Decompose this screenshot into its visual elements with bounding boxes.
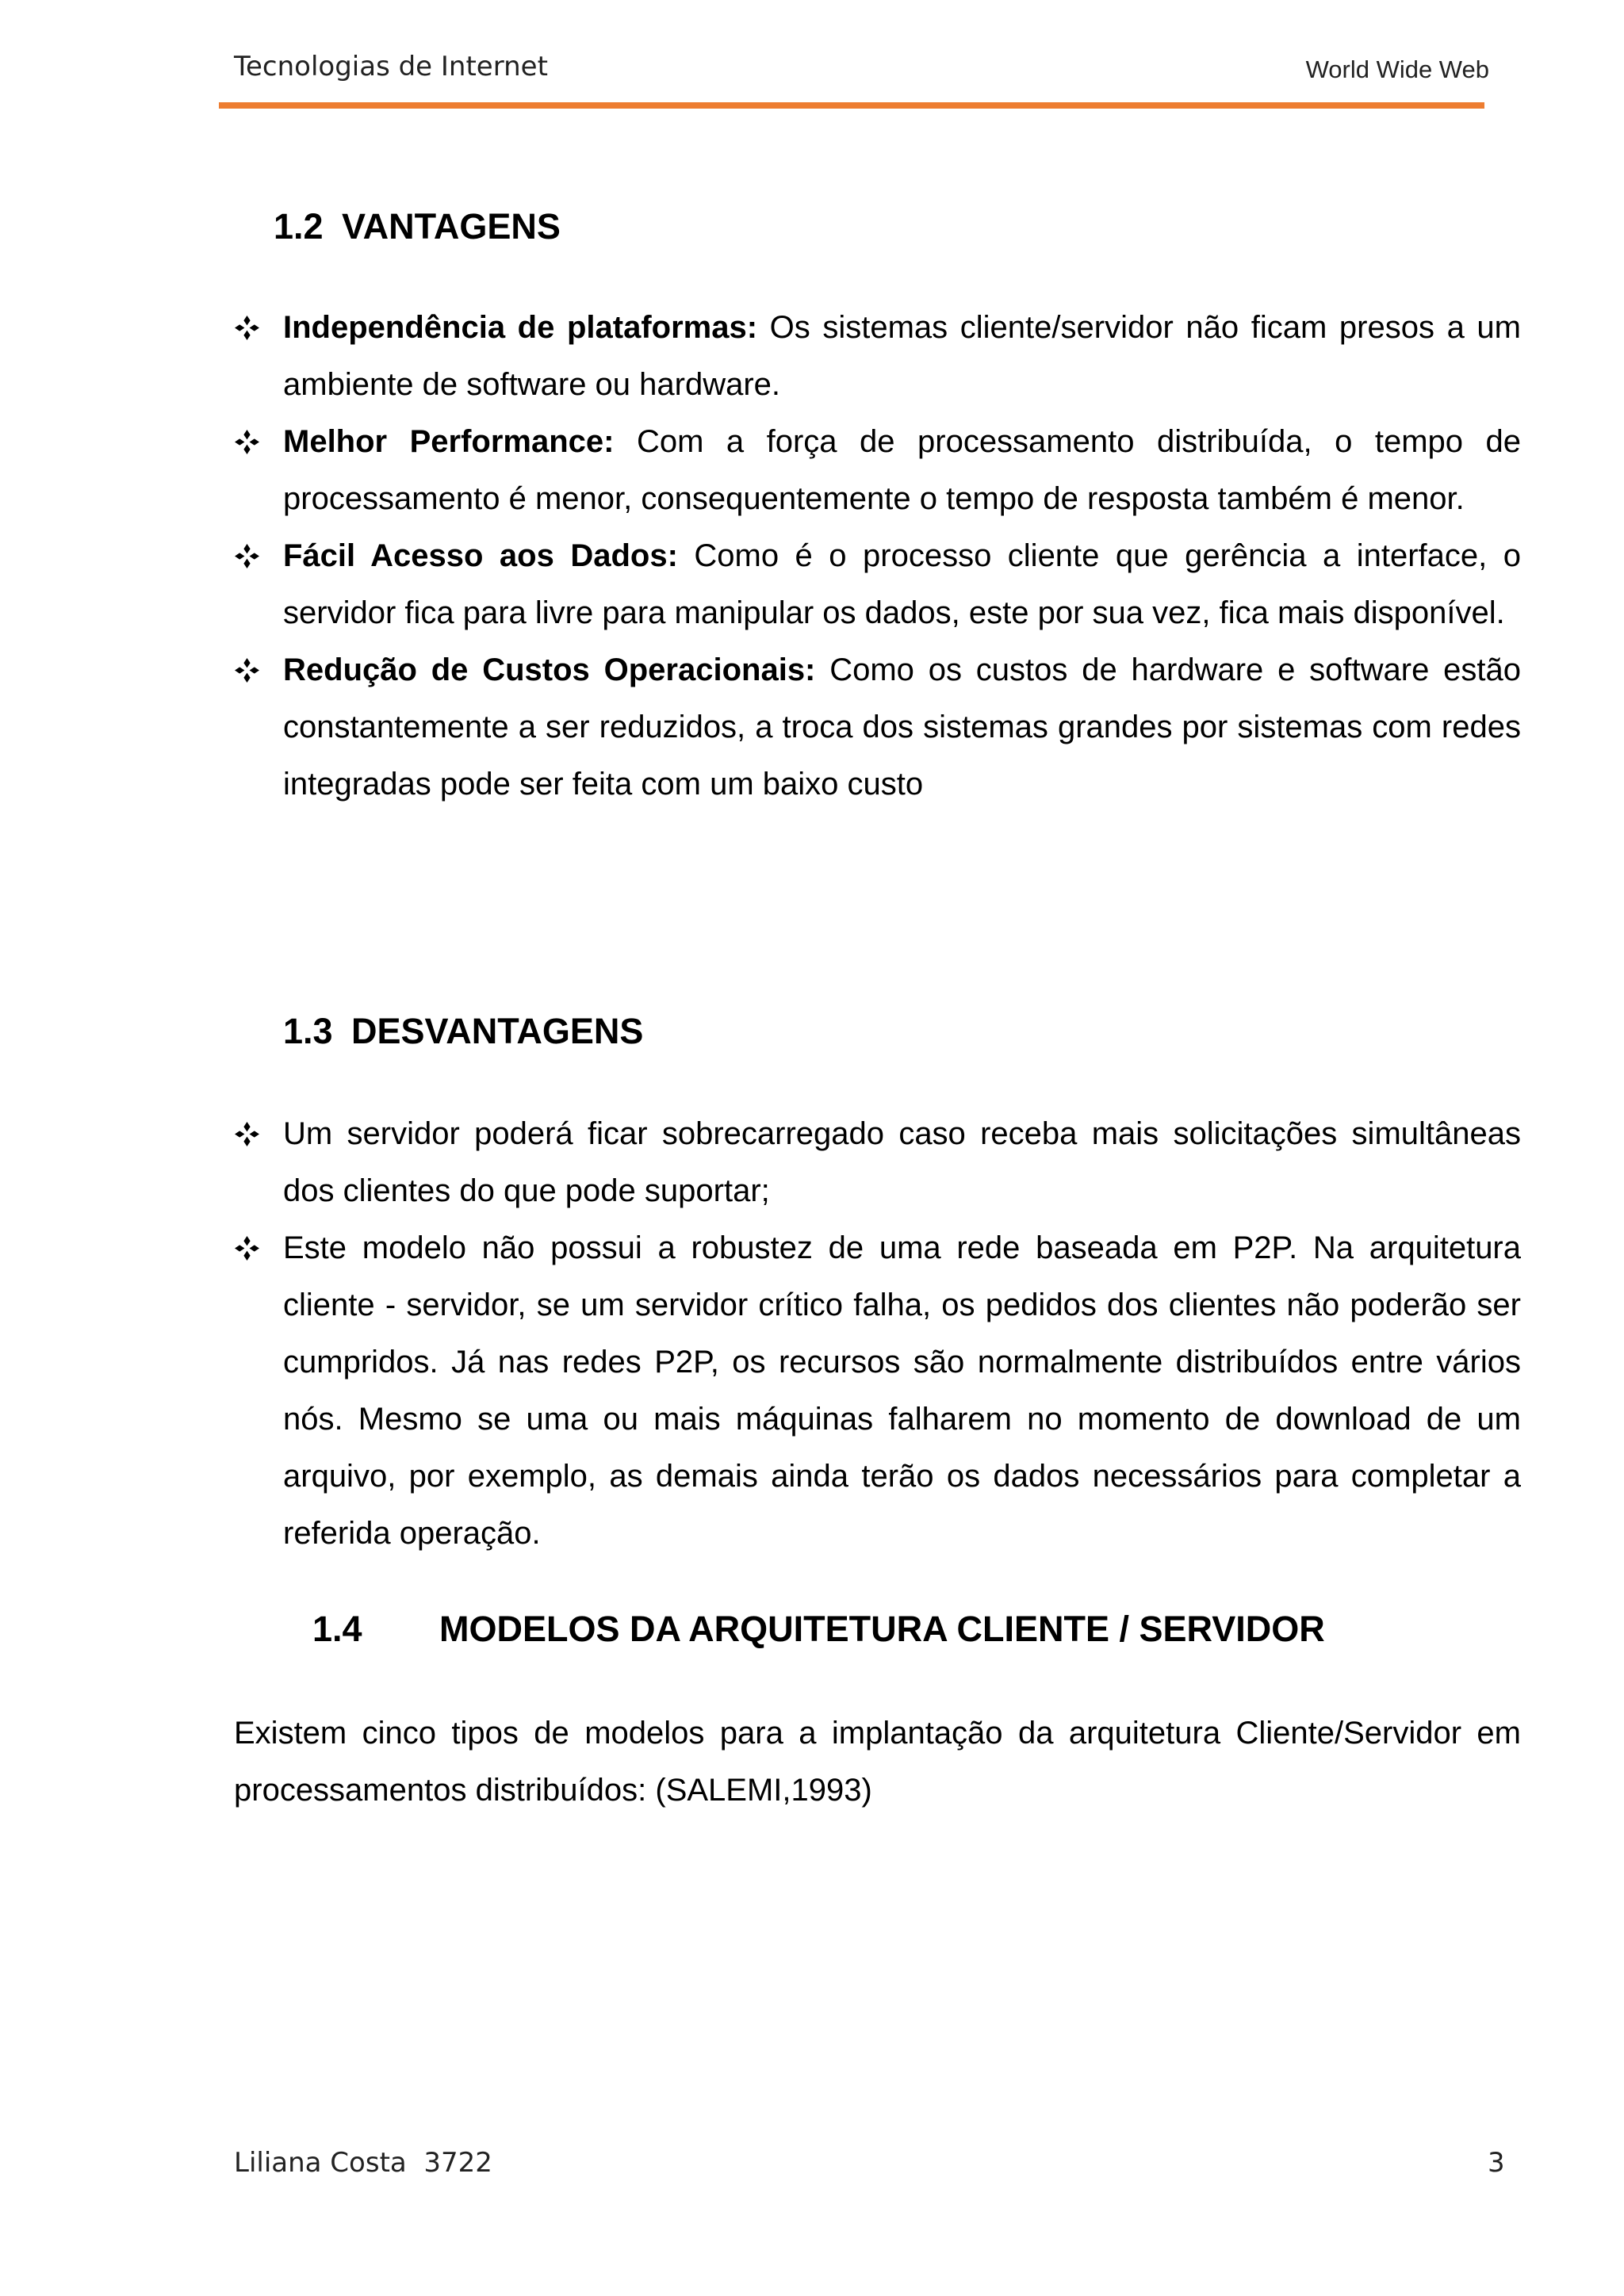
disadvantages-list xyxy=(234,1105,1521,1562)
four-diamond-bullet-icon xyxy=(234,543,260,569)
list-item xyxy=(234,1219,1521,1562)
section-heading-modelos xyxy=(312,1609,1325,1650)
four-diamond-bullet-icon xyxy=(234,1121,260,1147)
list-item xyxy=(234,299,1521,413)
advantage-text: Como é o processo cliente que gerência a interface, o servidor fica para livre para manipular os dados, este por sua vez, fica mais disponível. xyxy=(283,538,1522,630)
section-title: DESVANTAGENS xyxy=(351,1011,644,1051)
section-heading-vantagens xyxy=(274,206,561,247)
four-diamond-bullet-icon xyxy=(234,315,260,341)
models-intro-paragraph: Existem cinco tipos de modelos para a implantação da arquitetura Cliente/Servidor em processamentos distribuídos: (SALEMI,1993) xyxy=(234,1716,1521,1808)
section-number: 1.2 xyxy=(274,206,324,247)
advantage-term: Independência de plataformas: xyxy=(283,310,758,345)
section-title: VANTAGENS xyxy=(342,206,561,247)
list-item xyxy=(234,1105,1521,1219)
four-diamond-bullet-icon xyxy=(234,1235,260,1261)
header-subject: World Wide Web xyxy=(1305,55,1489,83)
section-heading-desvantagens xyxy=(283,1011,643,1052)
four-diamond-bullet-icon xyxy=(234,657,260,683)
section-title: MODELOS DA ARQUITETURA CLIENTE / SERVIDOR xyxy=(439,1609,1325,1649)
section-number: 1.3 xyxy=(283,1011,333,1051)
four-diamond-bullet-icon xyxy=(234,429,260,455)
page-number: 3 xyxy=(1488,2147,1505,2179)
advantage-text: Como os custos de hardware e software estão constantemente a ser reduzidos, a troca dos sistemas grandes por sistemas com redes integradas pode ser feita com um baixo custo xyxy=(283,652,1521,802)
advantage-term: Fácil Acesso aos Dados: xyxy=(283,538,678,573)
header-divider xyxy=(219,102,1484,109)
list-item xyxy=(234,641,1521,813)
section-number: 1.4 xyxy=(312,1609,362,1649)
disadvantage-text: Um servidor poderá ficar sobrecarregado caso receba mais solicitações simultâneas dos clientes do que pode suportar; xyxy=(283,1116,1521,1208)
list-item xyxy=(234,413,1521,527)
advantage-term: Melhor Performance: xyxy=(283,424,615,459)
advantage-term: Redução de Custos Operacionais: xyxy=(283,652,816,687)
list-item xyxy=(234,527,1521,641)
header-title: Tecnologias de Internet xyxy=(234,51,548,82)
disadvantage-text: Este modelo não possui a robustez de uma rede baseada em P2P. Na arquitetura cliente - servidor, se um servidor crítico falha, os pedidos dos clientes não poderão ser cumpridos. Já nas redes P2P, os recursos são normalmente distribuídos entre vários nós. Mesmo se uma ou mais máquinas falharem no momento de download de um arquivo, por exemplo, as demais ainda terão os dados necessários para completar a referida operação. xyxy=(283,1230,1521,1551)
footer-author: Liliana Costa 3722 xyxy=(234,2147,492,2179)
advantage-text: Os sistemas cliente/servidor não ficam presos a um ambiente de software ou hardware. xyxy=(283,310,1521,402)
advantages-list xyxy=(234,299,1521,813)
advantage-text: Com a força de processamento distribuída, o tempo de processamento é menor, consequentemente o tempo de resposta também é menor. xyxy=(283,424,1521,516)
